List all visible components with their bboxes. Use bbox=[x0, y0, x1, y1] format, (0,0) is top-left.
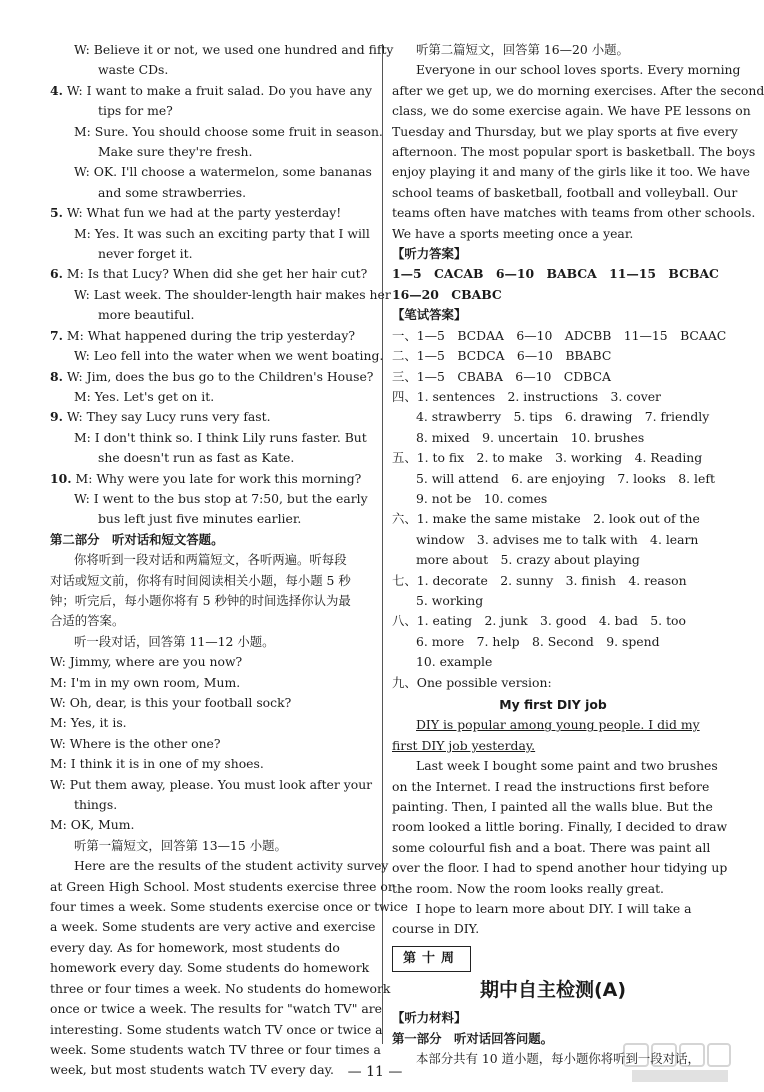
essay-body-line bbox=[392, 797, 714, 817]
line-text: afternoon. The most popular sport is basketball. The boys bbox=[392, 144, 756, 160]
line-text: on the Internet. I read the instructions first before bbox=[392, 778, 710, 794]
line-text: 【笔试答案】 bbox=[392, 307, 467, 323]
answers-line bbox=[392, 448, 714, 468]
line-text: after we get up, we do morning exercises. After the second bbox=[392, 82, 764, 98]
line-text: 六、1. make the same mistake 2. look out of the bbox=[392, 511, 700, 527]
left-column-line bbox=[50, 509, 368, 529]
answers-line bbox=[392, 509, 714, 529]
line-text: I hope to learn more about DIY. I will take a bbox=[416, 901, 692, 917]
line-text: M: Yes. It was such an exciting party that I will bbox=[74, 225, 370, 241]
answers-line bbox=[392, 122, 738, 142]
line-text: W: OK. I'll choose a watermelon, some bananas bbox=[74, 164, 372, 180]
line-text: more about 5. crazy about playing bbox=[416, 552, 640, 568]
item-number: 6. bbox=[50, 266, 63, 282]
line-text: painting. Then, I painted all the walls blue. But the bbox=[392, 799, 713, 815]
line-text: and some strawberries. bbox=[98, 184, 247, 200]
answers-section bbox=[392, 40, 764, 693]
essay-title: My first DIY job bbox=[499, 697, 607, 712]
left-column-line bbox=[50, 407, 368, 427]
line-text: 6. more 7. help 8. Second 9. spend bbox=[416, 633, 660, 649]
left-column-line bbox=[50, 734, 368, 754]
line-text: 听第二篇短文，回答第 16—20 小题。 bbox=[416, 42, 629, 57]
answers-line bbox=[392, 142, 756, 162]
essay-body-line bbox=[392, 919, 714, 939]
left-column-line bbox=[50, 285, 391, 305]
line-text: week. Some students watch TV three or four times a bbox=[50, 1041, 381, 1057]
left-column-line bbox=[50, 81, 372, 101]
answers-line bbox=[392, 632, 714, 652]
line-text: over the floor. I had to spend another hour tidying up bbox=[392, 860, 728, 876]
left-column-line bbox=[50, 530, 368, 550]
answers-line bbox=[392, 183, 738, 203]
line-text: things. bbox=[74, 797, 118, 813]
essay-body-line bbox=[392, 817, 728, 837]
answers-line bbox=[392, 305, 714, 325]
left-column-line bbox=[50, 938, 368, 958]
line-text: Last week I bought some paint and two brushes bbox=[416, 758, 718, 774]
line-text: W: Where is the other one? bbox=[50, 735, 221, 751]
answers-line bbox=[392, 224, 714, 244]
left-column-line bbox=[50, 836, 368, 856]
answers-line bbox=[392, 591, 714, 611]
line-text: W: What fun we had at the party yesterday! bbox=[66, 205, 342, 221]
line-text: 4. strawberry 5. tips 6. drawing 7. friendly bbox=[416, 409, 710, 425]
line-text: Everyone in our school loves sports. Every morning bbox=[416, 62, 741, 78]
line-text: 七、1. decorate 2. sunny 3. finish 4. reason bbox=[392, 572, 687, 588]
line-text: window 3. advises me to talk with 4. learn bbox=[416, 531, 699, 547]
part1-heading: 第一部分 听对话回答问题。 bbox=[392, 1030, 554, 1046]
essay-body-line bbox=[392, 756, 718, 776]
left-column-line bbox=[50, 917, 376, 937]
essay-body-line bbox=[392, 879, 714, 899]
line-text: M: What happened during the trip yesterday? bbox=[66, 327, 355, 343]
answers-line bbox=[392, 162, 750, 182]
line-text: We have a sports meeting once a year. bbox=[392, 225, 634, 241]
essay-body-line bbox=[392, 777, 714, 797]
line-text: 1—5 CACAB 6—10 BABCA 11—15 BCBAC bbox=[392, 266, 719, 282]
line-text: teams often have matches with teams from other schools. bbox=[392, 205, 756, 221]
line-text: class, we do some exercise again. We have PE lessons on bbox=[392, 103, 751, 119]
week-badge-row bbox=[392, 946, 714, 972]
line-text: M: Is that Lucy? When did she get her hair cut? bbox=[66, 266, 368, 282]
left-column-line bbox=[50, 815, 368, 835]
line-text: 八、1. eating 2. junk 3. good 4. bad 5. too bbox=[392, 613, 686, 629]
line-text: school teams of basketball, football and volleyball. Our bbox=[392, 184, 738, 200]
listening-material-label: 【听力材料】 bbox=[392, 1010, 467, 1026]
week-badge: 第十周 bbox=[392, 946, 471, 972]
left-column-line bbox=[50, 550, 368, 570]
essay-body bbox=[392, 756, 728, 940]
line-text: Here are the results of the student activity survey bbox=[74, 858, 389, 874]
essay-body-line bbox=[392, 838, 714, 858]
left-column-line bbox=[50, 999, 382, 1019]
line-text: W: Put them away, please. You must look after your bbox=[50, 776, 373, 792]
line-text: 三、1—5 CBABA 6—10 CDBCA bbox=[392, 368, 611, 384]
left-column-line bbox=[50, 101, 368, 121]
line-text: a week. Some students are very active and exercise bbox=[50, 919, 376, 935]
line-text: W: Jim, does the bus go to the Children's House? bbox=[66, 368, 374, 384]
line-text: M: Sure. You should choose some fruit in season. bbox=[74, 123, 383, 139]
left-column-line bbox=[50, 346, 384, 366]
line-text: Make sure they're fresh. bbox=[98, 144, 253, 160]
left-column-line bbox=[50, 224, 368, 244]
left-column-line bbox=[50, 387, 368, 407]
left-column-line bbox=[50, 1020, 383, 1040]
line-text: once or twice a week. The results for "watch TV" are bbox=[50, 1001, 382, 1017]
line-text: every day. As for homework, most students do bbox=[50, 939, 340, 955]
answers-line bbox=[392, 550, 714, 570]
left-column-line bbox=[50, 877, 394, 897]
line-text: the room. Now the room looks really great. bbox=[392, 880, 664, 896]
line-text: 听第一篇短文，回答第 13—15 小题。 bbox=[74, 837, 287, 853]
left-column bbox=[50, 40, 408, 1081]
left-column-line bbox=[50, 652, 368, 672]
line-text: at Green High School. Most students exercise three or bbox=[50, 878, 394, 894]
item-number: 9. bbox=[50, 409, 63, 425]
left-column-line bbox=[50, 693, 368, 713]
left-column-line bbox=[50, 60, 368, 80]
line-text: room looked a little boring. Finally, I decided to draw bbox=[392, 819, 728, 835]
answers-line bbox=[392, 367, 714, 387]
left-column-line bbox=[50, 795, 368, 815]
item-number: 10. bbox=[50, 470, 72, 486]
left-column-line bbox=[50, 203, 368, 223]
item-number: 4. bbox=[50, 82, 63, 98]
left-column-line bbox=[50, 428, 368, 448]
left-column-line bbox=[50, 591, 368, 611]
line-text: course in DIY. bbox=[392, 921, 480, 937]
line-text: M: I'm in my own room, Mum. bbox=[50, 674, 241, 690]
left-column-line bbox=[50, 632, 368, 652]
answers-line bbox=[392, 326, 727, 346]
right-column bbox=[392, 40, 764, 1070]
answers-line bbox=[392, 428, 714, 448]
line-text: homework every day. Some students do homework bbox=[50, 960, 370, 976]
line-text: tips for me? bbox=[98, 103, 173, 119]
answers-line bbox=[392, 264, 719, 284]
line-text: M: OK, Mum. bbox=[50, 817, 135, 833]
line-text: W: Leo fell into the water when we went boating. bbox=[74, 348, 384, 364]
line-text: W: Jimmy, where are you now? bbox=[50, 654, 243, 670]
answers-line bbox=[392, 407, 714, 427]
line-text: interesting. Some students watch TV once or twice a bbox=[50, 1021, 383, 1037]
line-text: M: Yes, it is. bbox=[50, 715, 127, 731]
left-column-line bbox=[50, 448, 368, 468]
answers-line bbox=[392, 285, 714, 305]
line-text: 10. example bbox=[416, 654, 493, 670]
answers-line bbox=[392, 40, 714, 60]
answers-line bbox=[392, 203, 756, 223]
line-text: enjoy playing it and many of the girls like it too. We have bbox=[392, 164, 750, 180]
line-text: week, but most students watch TV every day. bbox=[50, 1062, 334, 1078]
left-column-line bbox=[50, 571, 368, 591]
line-text: Tuesday and Thursday, but we play sports at five every bbox=[392, 123, 738, 139]
answers-line bbox=[392, 346, 714, 366]
line-text: W: Oh, dear, is this your football sock? bbox=[50, 695, 292, 710]
essay-body-line bbox=[392, 858, 728, 878]
left-column-line bbox=[50, 326, 368, 346]
left-column-line bbox=[50, 1040, 381, 1060]
left-column-line bbox=[50, 367, 374, 387]
line-text: some colourful fish and a boat. There was paint all bbox=[392, 839, 711, 855]
item-number: 5. bbox=[50, 205, 63, 221]
left-column-line bbox=[50, 122, 383, 142]
line-text: 5. working bbox=[416, 592, 484, 608]
line-text: W: Last week. The shoulder-length hair makes her bbox=[74, 286, 391, 302]
left-column-line bbox=[50, 897, 408, 917]
item-number: 7. bbox=[50, 327, 63, 343]
line-text: 16—20 CBABC bbox=[392, 286, 502, 302]
line-text: 5. will attend 6. are enjoying 7. looks 8. left bbox=[416, 470, 715, 486]
line-text: W: I went to the bus stop at 7:50, but the early bbox=[74, 490, 368, 506]
line-text: 钟；听完后，每小题你将有 5 秒钟的时间选择你认为最 bbox=[50, 592, 351, 608]
line-text: W: Believe it or not, we used one hundred and fifty bbox=[74, 42, 394, 57]
left-column-line bbox=[50, 264, 368, 284]
answers-line bbox=[392, 60, 741, 80]
watermark-logo-icon bbox=[622, 1040, 732, 1086]
answers-line bbox=[392, 489, 714, 509]
left-column-line bbox=[50, 142, 368, 162]
answers-line bbox=[392, 244, 714, 264]
part1-line: 本部分共有 10 道小题，每小题你将听到一段对话， bbox=[416, 1051, 700, 1067]
essay-intro-line-1: DIY is popular among young people. I did my bbox=[416, 717, 700, 733]
left-column-line bbox=[50, 979, 391, 999]
left-column-line bbox=[50, 673, 368, 693]
line-text: four times a week. Some students exercise once or twice bbox=[50, 899, 408, 915]
answers-line bbox=[392, 652, 714, 672]
left-column-line bbox=[50, 162, 372, 182]
line-text: waste CDs. bbox=[98, 62, 169, 78]
line-text: 合适的答案。 bbox=[50, 613, 125, 629]
line-text: W: I want to make a fruit salad. Do you have any bbox=[66, 82, 372, 98]
answers-line bbox=[392, 387, 714, 407]
line-text: 九、One possible version: bbox=[392, 674, 552, 690]
line-text: bus left just five minutes earlier. bbox=[98, 511, 302, 527]
line-text: 听一段对话，回答第 11—12 小题。 bbox=[74, 633, 275, 649]
line-text: three or four times a week. No students do homework bbox=[50, 980, 391, 996]
line-text: 【听力答案】 bbox=[392, 246, 467, 262]
left-column-line bbox=[50, 611, 368, 631]
left-column-line bbox=[50, 489, 368, 509]
left-column-line bbox=[50, 958, 368, 978]
left-column-line bbox=[50, 40, 394, 60]
line-text: 你将听到一段对话和两篇短文，各听两遍。听每段 bbox=[74, 552, 347, 568]
answers-line bbox=[392, 530, 714, 550]
line-text: more beautiful. bbox=[98, 307, 195, 323]
column-divider bbox=[382, 44, 383, 1044]
line-text: 二、1—5 BCDCA 6—10 BBABC bbox=[392, 348, 612, 364]
left-column-line bbox=[50, 305, 368, 325]
answers-line bbox=[392, 571, 714, 591]
line-text: 五、1. to fix 2. to make 3. working 4. Reading bbox=[392, 450, 703, 466]
line-text: M: Why were you late for work this morning? bbox=[75, 470, 362, 486]
answers-line bbox=[392, 81, 764, 101]
line-text: 对话或短文前，你将有时间阅读相关小题，每小题 5 秒 bbox=[50, 572, 351, 588]
left-column-line bbox=[50, 754, 368, 774]
answers-line bbox=[392, 673, 714, 693]
answers-line bbox=[392, 101, 751, 121]
section-title: 期中自主检测(A) bbox=[479, 979, 627, 1002]
line-text: M: I think it is in one of my shoes. bbox=[50, 756, 264, 772]
line-text: 9. not be 10. comes bbox=[416, 490, 548, 506]
page-number: — 11 — bbox=[347, 1064, 403, 1080]
essay-intro-line-2: first DIY job yesterday. bbox=[392, 737, 536, 753]
line-text: 第二部分 听对话和短文答题。 bbox=[50, 531, 224, 547]
answers-line bbox=[392, 611, 714, 631]
left-column-line bbox=[50, 856, 389, 876]
left-column-line bbox=[50, 469, 368, 489]
left-column-line bbox=[50, 244, 368, 264]
item-number: 8. bbox=[50, 368, 63, 384]
line-text: M: I don't think so. I think Lily runs faster. But bbox=[74, 429, 367, 445]
left-column-line bbox=[50, 183, 368, 203]
line-text: 8. mixed 9. uncertain 10. brushes bbox=[416, 429, 645, 445]
essay-body-line bbox=[392, 899, 714, 919]
line-text: 一、1—5 BCDAA 6—10 ADCBB 11—15 BCAAC bbox=[392, 327, 727, 343]
line-text: she doesn't run as fast as Kate. bbox=[98, 450, 295, 466]
line-text: never forget it. bbox=[98, 246, 193, 262]
line-text: M: Yes. Let's get on it. bbox=[74, 388, 215, 404]
line-text: 四、1. sentences 2. instructions 3. cover bbox=[392, 388, 661, 404]
left-column-line bbox=[50, 713, 368, 733]
answers-line bbox=[392, 469, 714, 489]
left-column-line bbox=[50, 775, 373, 795]
line-text: W: They say Lucy runs very fast. bbox=[66, 409, 271, 425]
